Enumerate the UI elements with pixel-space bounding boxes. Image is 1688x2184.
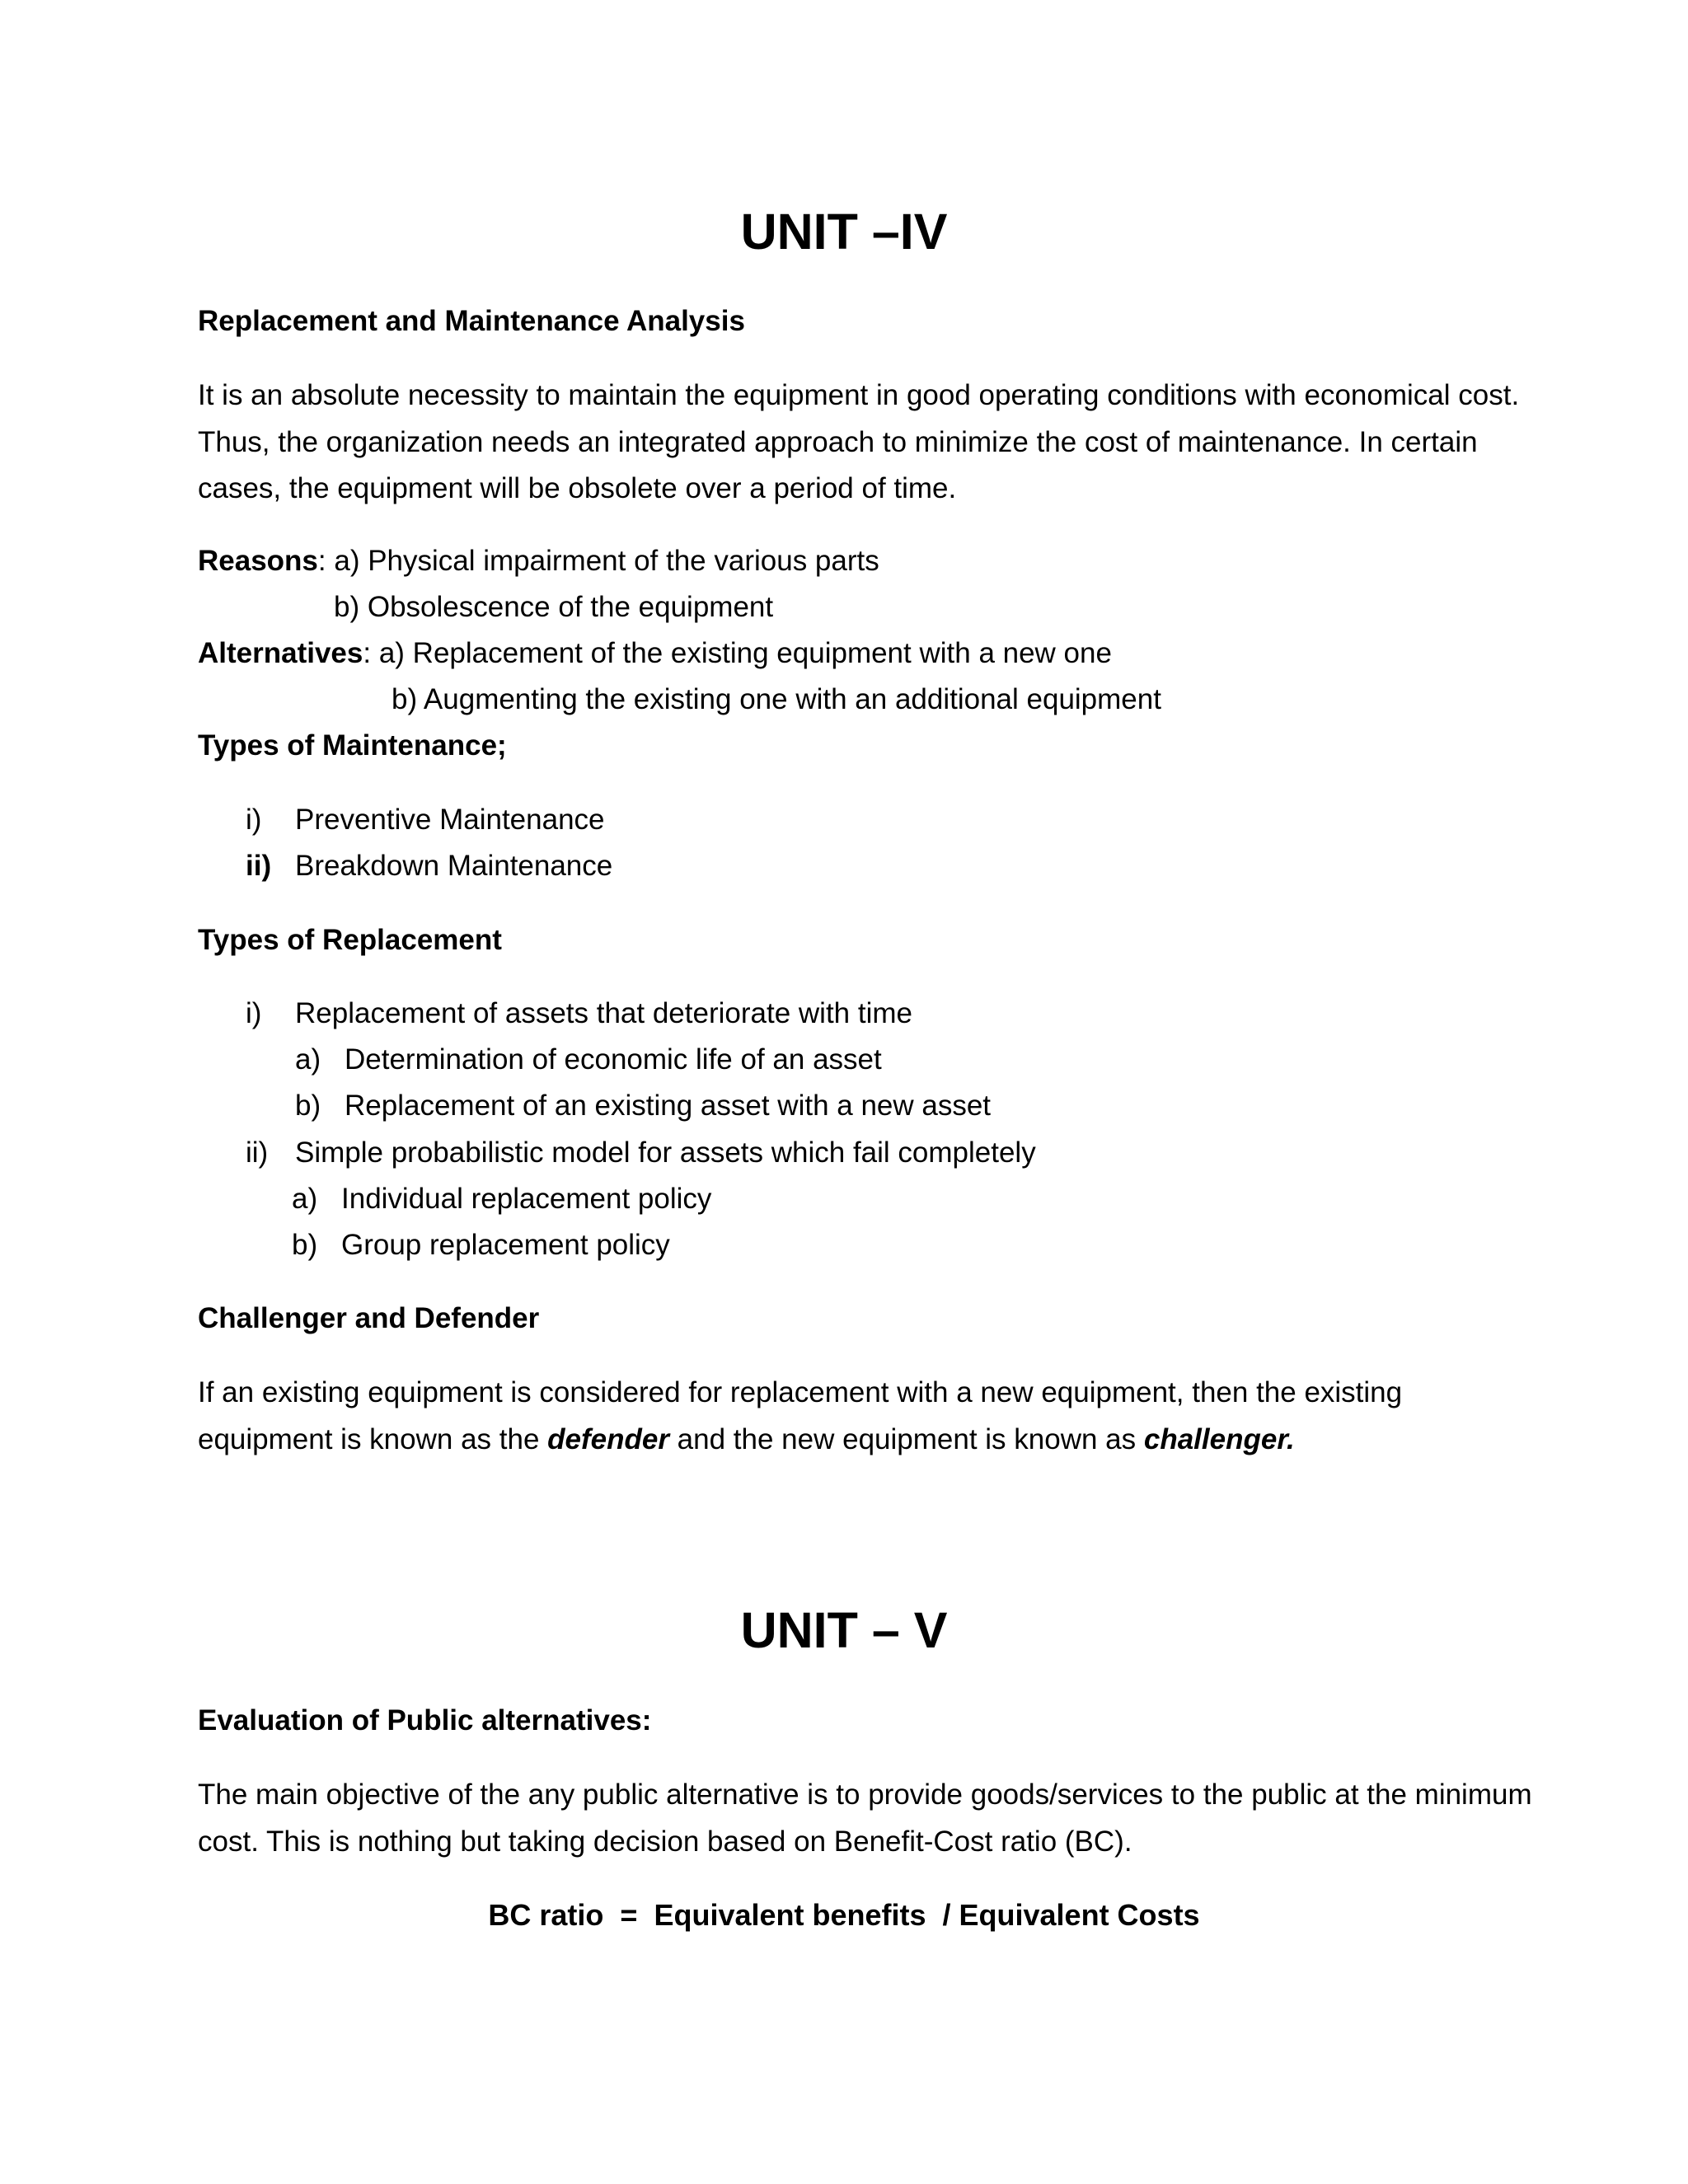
challenger-defender-paragraph — [198, 1370, 1533, 1463]
alternatives-label: Alternatives — [198, 637, 363, 669]
replacement-subitem-number: a) — [295, 1043, 321, 1076]
reasons-line-a — [198, 543, 879, 579]
bc-ratio-formula: BC ratio = Equivalent benefits / Equivalent Costs — [488, 1898, 1200, 1932]
maintenance-item-number: i) — [246, 804, 262, 836]
replacement-subitem-number: a) — [292, 1183, 318, 1215]
replacement-item — [246, 1135, 1036, 1171]
replacement-item — [246, 996, 912, 1032]
maintenance-item-number: ii) — [246, 850, 272, 882]
replacement-subitem-text: Group replacement policy — [341, 1229, 670, 1261]
public-alternatives-heading: Evaluation of Public alternatives: — [198, 1704, 652, 1736]
replacement-subitem-text: Replacement of an existing asset with a new asset — [345, 1090, 992, 1122]
maintenance-types-heading: Types of Maintenance; — [198, 729, 507, 762]
unit-5-title: UNIT – V — [740, 1602, 948, 1658]
challenger-text-part: and the new equipment is known as — [668, 1422, 1144, 1455]
replacement-item-number: ii) — [246, 1137, 269, 1169]
replacement-item-text: Simple probabilistic model for assets which fail completely — [295, 1137, 1036, 1169]
unit-4-title: UNIT –IV — [740, 204, 948, 260]
unit-4-intro-paragraph: It is an absolute necessity to maintain the equipment in good operating conditions with economical cost. Thus, the organization needs an integrated approach to minimize the cost of maintenance. In certain cases, the equipment will be obsolete over a period of time. — [198, 379, 1520, 504]
challenger-text-part: If an existing equipment is considered for replacement with a new equipment, then the existing equipment is known as the — [198, 1376, 1403, 1455]
replacement-subitem — [295, 1042, 882, 1078]
alternatives-line-a — [198, 635, 1112, 672]
replacement-item-number: i) — [246, 997, 262, 1029]
maintenance-item-text: Preventive Maintenance — [295, 804, 605, 836]
replacement-item-text: Replacement of assets that deteriorate with time — [295, 997, 912, 1029]
replacement-subitem-number: b) — [292, 1229, 318, 1261]
replacement-maintenance-heading: Replacement and Maintenance Analysis — [198, 305, 745, 337]
reasons-a: : a) Physical impairment of the various parts — [317, 545, 879, 577]
maintenance-item — [246, 848, 612, 884]
replacement-types-heading: Types of Replacement — [198, 924, 502, 956]
alternatives-a: : a) Replacement of the existing equipment with a new one — [363, 637, 1112, 669]
reasons-b: b) Obsolescence of the equipment — [334, 591, 774, 623]
replacement-subitem — [292, 1227, 670, 1263]
replacement-subitem-number: b) — [295, 1090, 321, 1122]
replacement-subitem-text: Determination of economic life of an asset — [345, 1043, 882, 1076]
maintenance-item — [246, 802, 605, 838]
maintenance-item-text: Breakdown Maintenance — [295, 850, 613, 882]
alternatives-b: b) Augmenting the existing one with an additional equipment — [392, 683, 1161, 715]
unit-5-intro-paragraph: The main objective of the any public alternative is to provide goods/services to the public at the minimum cost. This is nothing but taking decision based on Benefit-Cost ratio (BC). — [198, 1779, 1532, 1858]
defender-term: defender — [547, 1422, 669, 1455]
replacement-subitem — [295, 1088, 991, 1124]
reasons-label: Reasons — [198, 545, 318, 577]
challenger-term: challenger. — [1143, 1422, 1295, 1455]
replacement-subitem — [292, 1181, 711, 1217]
replacement-subitem-text: Individual replacement policy — [341, 1183, 712, 1215]
challenger-defender-heading: Challenger and Defender — [198, 1302, 540, 1334]
